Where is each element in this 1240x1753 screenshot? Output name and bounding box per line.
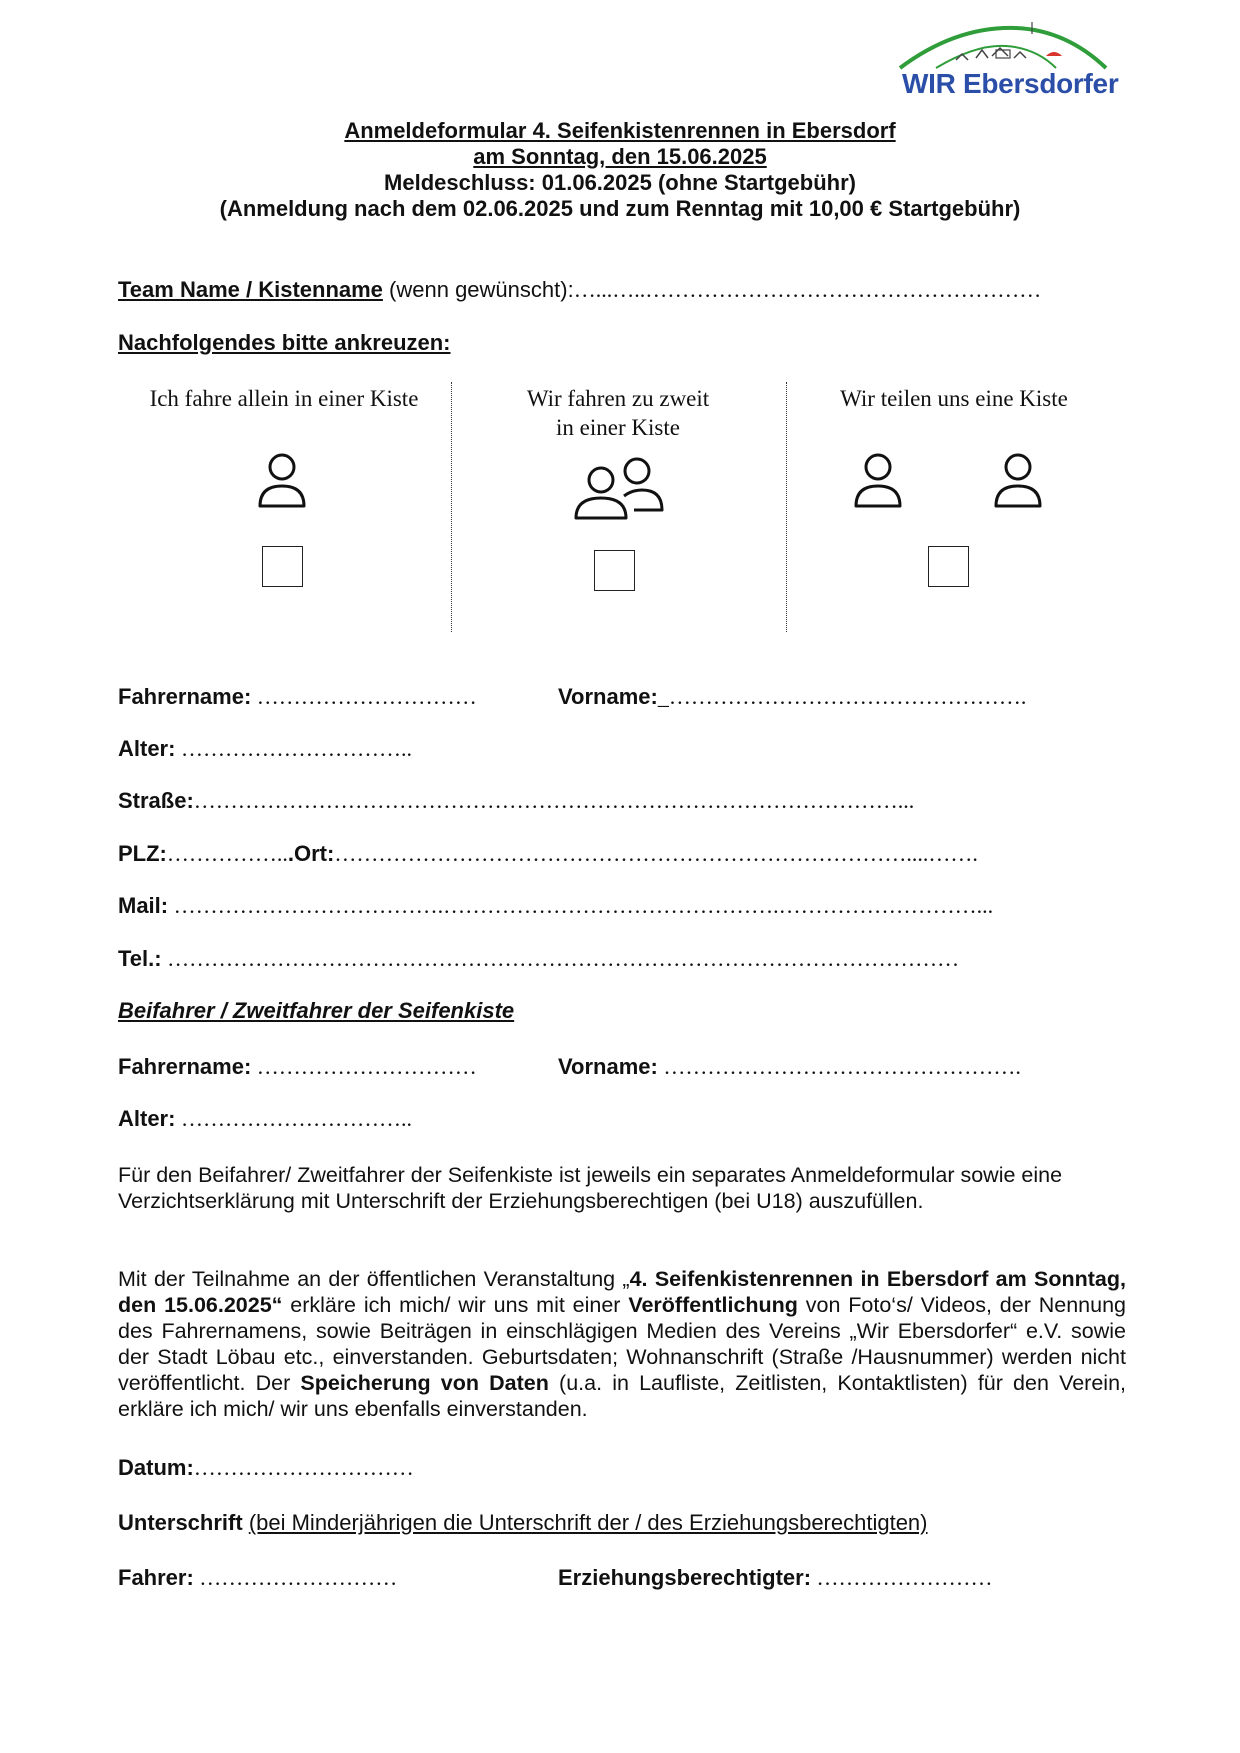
driver-street-label: Straße: bbox=[118, 788, 194, 813]
late-fee-note: (Anmeldung nach dem 02.06.2025 und zum Renntag mit 10,00 € Startgebühr) bbox=[219, 196, 1021, 221]
consent-text: erkläre ich mich/ wir uns mit einer bbox=[282, 1293, 629, 1317]
consent-data-storage: Speicherung von Daten bbox=[300, 1371, 549, 1395]
driver-age-field[interactable]: ………………………….. bbox=[175, 736, 412, 761]
event-date: am Sonntag, den 15.06.2025 bbox=[473, 144, 767, 169]
driver-plz-city-row bbox=[118, 841, 978, 867]
codriver-lastname-row bbox=[118, 1054, 477, 1080]
signature-row bbox=[118, 1510, 928, 1536]
guardian-signature-field[interactable]: …………………… bbox=[811, 1565, 993, 1590]
driver-mail-field[interactable]: ……………………………….……………………………………….………………………... bbox=[168, 893, 994, 918]
logo-hill-graphic bbox=[896, 20, 1110, 72]
option-two-together-line2: in einer Kiste bbox=[556, 415, 680, 440]
codriver-heading: Beifahrer / Zweitfahrer der Seifenkiste bbox=[118, 998, 515, 1023]
driver-lastname-field[interactable]: ………………………… bbox=[251, 684, 477, 709]
driver-street-field[interactable]: ……………………………………………………………………………………... bbox=[193, 788, 915, 813]
driver-city-label: .Ort: bbox=[287, 841, 335, 866]
team-name-row bbox=[118, 277, 1041, 303]
option-two-together-line1: Wir fahren zu zweit bbox=[526, 386, 710, 411]
registration-deadline: Meldeschluss: 01.06.2025 (ohne Startgebühr) bbox=[384, 170, 856, 195]
driver-signature-row bbox=[118, 1565, 397, 1591]
driver-firstname-label: Vorname: bbox=[558, 684, 658, 709]
option-divider bbox=[786, 382, 787, 632]
driver-mail-row bbox=[118, 893, 993, 919]
driver-tel-field[interactable]: ……………………………………………………………………………………………… bbox=[161, 946, 960, 971]
date-row bbox=[118, 1455, 414, 1481]
driver-lastname-row bbox=[118, 684, 477, 710]
option-two-together-label bbox=[452, 384, 784, 442]
driver-firstname-row bbox=[558, 684, 1026, 710]
date-field[interactable]: ………………………… bbox=[193, 1455, 414, 1480]
option-alone-label: Ich fahre allein in einer Kiste bbox=[149, 386, 419, 411]
driver-city-field[interactable]: ……………………………………………………………………....……. bbox=[334, 841, 978, 866]
checkbox-alone[interactable] bbox=[262, 546, 303, 587]
driver-tel-label: Tel.: bbox=[118, 946, 162, 971]
option-share-label: Wir teilen uns eine Kiste bbox=[840, 386, 1068, 411]
driver-signature-field[interactable]: ……………………… bbox=[193, 1565, 398, 1590]
consent-event-name: 4. Seifenkistenrennen in Ebersdorf am Sonntag, den 15.06.2025“ bbox=[118, 1267, 1126, 1317]
date-label: Datum: bbox=[118, 1455, 194, 1480]
driver-street-row bbox=[118, 788, 914, 814]
driver-plz-field[interactable]: …………….. bbox=[166, 841, 288, 866]
driver-plz-label: PLZ: bbox=[118, 841, 167, 866]
guardian-signature-row bbox=[558, 1565, 993, 1591]
form-header bbox=[0, 118, 1240, 222]
driver-age-label: Alter: bbox=[118, 736, 176, 761]
codriver-lastname-field[interactable]: ………………………… bbox=[251, 1054, 477, 1079]
codriver-age-label: Alter: bbox=[118, 1106, 176, 1131]
codriver-lastname-label: Fahrername: bbox=[118, 1054, 252, 1079]
codriver-firstname-label: Vorname: bbox=[558, 1054, 658, 1079]
instruction-label: Nachfolgendes bitte ankreuzen: bbox=[118, 330, 451, 355]
codriver-age-row bbox=[118, 1106, 412, 1132]
share-person-icon bbox=[992, 452, 1044, 510]
codriver-firstname-field[interactable]: …………………………………………. bbox=[657, 1054, 1021, 1079]
single-person-icon bbox=[256, 452, 308, 510]
share-person-icon bbox=[852, 452, 904, 510]
driver-lastname-label: Fahrername: bbox=[118, 684, 252, 709]
signature-note: (bei Minderjährigen die Unterschrift der / des Erziehungsberechtigten) bbox=[248, 1510, 928, 1535]
club-logo bbox=[896, 20, 1119, 100]
checkbox-two-together[interactable] bbox=[594, 550, 635, 591]
checkbox-share[interactable] bbox=[928, 546, 969, 587]
driver-tel-row bbox=[118, 946, 959, 972]
guardian-signature-label: Erziehungsberechtigter: bbox=[558, 1565, 812, 1590]
consent-text: von Foto‘s/ Videos, der Nennung des Fahrernamens, sowie Beiträgen in einschlägigen Medien des Vereins „Wir Ebersdorfer“ e.V. sowie der Stadt Löbau etc., einverstanden. Geburtsdaten; Wohnanschrift (Straße /Hausnummer) werden nicht veröffentlicht. Der bbox=[118, 1293, 1126, 1395]
team-name-field[interactable]: …...…..……………………………………………… bbox=[573, 277, 1042, 302]
team-name-label: Team Name / Kistenname bbox=[118, 277, 383, 302]
form-title: Anmeldeformular 4. Seifenkistenrennen in Ebersdorf bbox=[344, 118, 896, 143]
driver-mail-label: Mail: bbox=[118, 893, 169, 918]
codriver-note: Für den Beifahrer/ Zweitfahrer der Seifenkiste ist jeweils ein separates Anmeldeformular sowie eine Verzichtserklärung mit Unterschrift der Erziehungsberechtigen (bei U18) auszufüllen. bbox=[118, 1163, 1063, 1213]
consent-paragraph bbox=[118, 1266, 1126, 1422]
driver-age-row bbox=[118, 736, 412, 762]
codriver-firstname-row bbox=[558, 1054, 1021, 1080]
codriver-age-field[interactable]: ………………………….. bbox=[175, 1106, 412, 1131]
logo-text: WIR Ebersdorfer bbox=[902, 68, 1119, 99]
team-name-note: (wenn gewünscht): bbox=[382, 277, 574, 302]
consent-publication: Veröffentlichung bbox=[628, 1293, 798, 1317]
signature-label: Unterschrift bbox=[118, 1510, 243, 1535]
two-persons-icon bbox=[572, 454, 666, 522]
option-divider bbox=[451, 382, 452, 632]
driver-signature-label: Fahrer: bbox=[118, 1565, 194, 1590]
driver-firstname-field[interactable]: _…………………………………………. bbox=[657, 684, 1027, 709]
consent-text: (u.a. in Laufliste, Zeitlisten, Kontaktlisten) für den Verein, erkläre ich mich/ wir uns ebenfalls einverstanden. bbox=[118, 1371, 1127, 1421]
consent-text: Mit der Teilnahme an der öffentlichen Veranstaltung „ bbox=[118, 1267, 630, 1291]
